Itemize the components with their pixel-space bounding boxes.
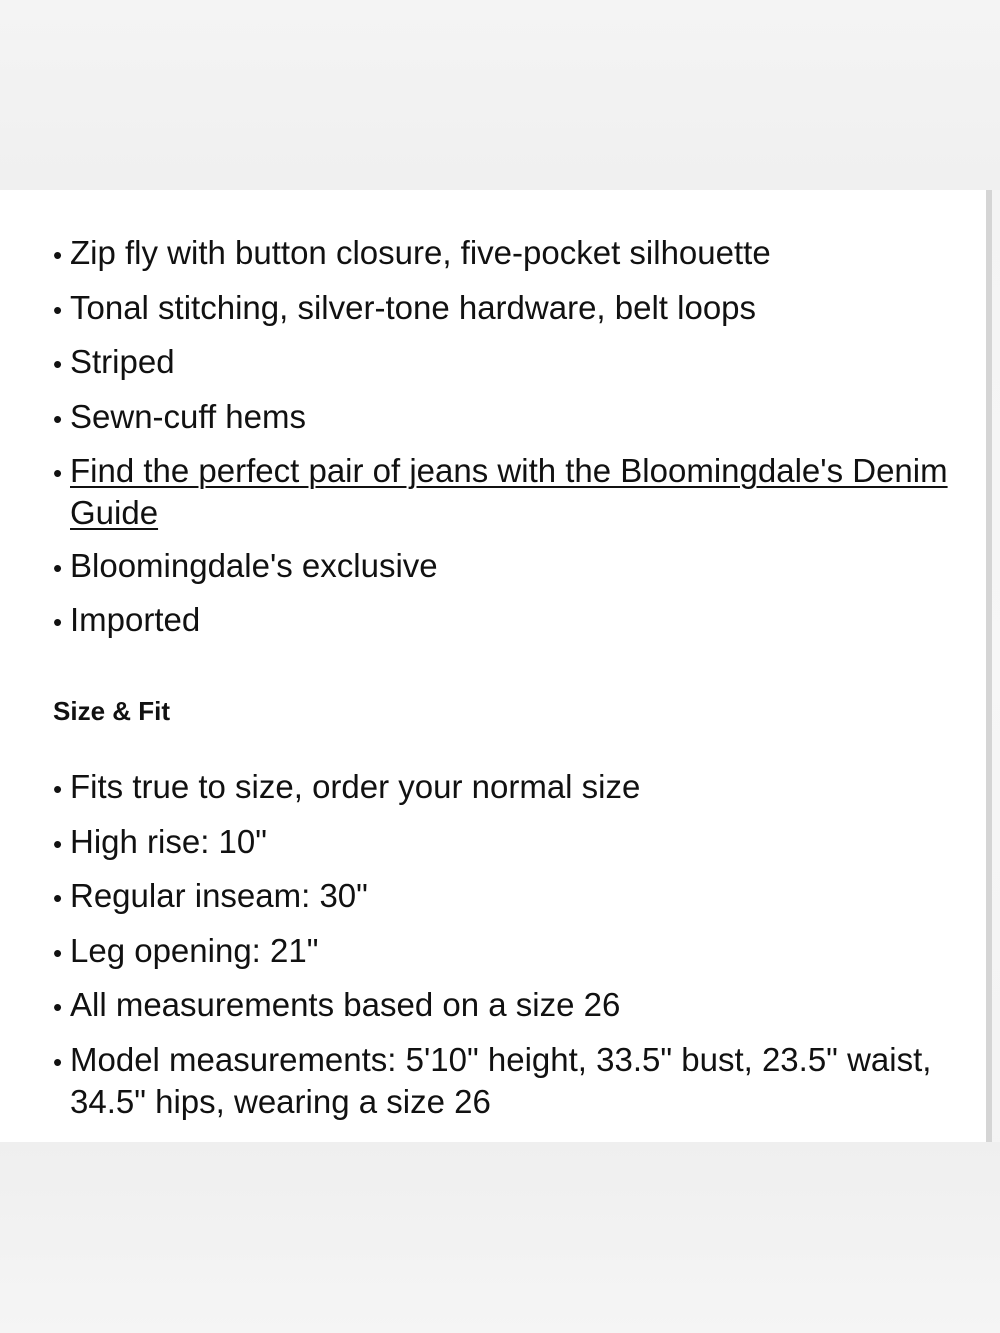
top-backdrop xyxy=(0,0,1000,190)
list-item xyxy=(53,397,958,439)
bullet-icon: • xyxy=(53,349,63,379)
list-item xyxy=(53,342,958,384)
list-item xyxy=(53,233,958,275)
fit-text: All measurements based on a size 26 xyxy=(70,986,621,1023)
bullet-icon: • xyxy=(53,774,63,804)
list-item xyxy=(53,767,958,809)
bottom-backdrop xyxy=(0,1142,1000,1333)
fit-text: Model measurements: 5'10" height, 33.5" bust, 23.5" waist, 34.5" hips, wearing a size 26 xyxy=(70,1040,932,1120)
bullet-icon: • xyxy=(53,992,63,1022)
list-item xyxy=(53,1040,958,1122)
bullet-icon: • xyxy=(53,458,63,488)
bullet-icon: • xyxy=(53,883,63,913)
bullet-icon: • xyxy=(53,1046,63,1077)
feature-text: Imported xyxy=(70,601,201,638)
feature-list xyxy=(53,233,958,655)
bullet-icon: • xyxy=(53,403,63,434)
bullet-icon: • xyxy=(53,240,63,270)
feature-text: Tonal stitching, silver-tone hardware, belt loops xyxy=(70,288,757,326)
fit-text: Fits true to size, order your normal size xyxy=(70,768,641,805)
bullet-icon: • xyxy=(53,828,63,859)
product-details-panel xyxy=(0,190,986,1142)
fit-text: High rise: 10" xyxy=(70,822,267,860)
size-fit-list xyxy=(53,767,958,1134)
bullet-icon: • xyxy=(53,607,63,637)
denim-guide-link[interactable]: Find the perfect pair of jeans with the Bloomingdale's Denim Guide xyxy=(70,452,948,531)
fit-text: Leg opening: 21" xyxy=(70,931,319,969)
list-item xyxy=(53,985,958,1027)
feature-text: Striped xyxy=(70,343,175,380)
list-item xyxy=(53,546,958,588)
scrollbar[interactable] xyxy=(986,190,992,1142)
list-item xyxy=(53,876,958,918)
feature-text: Sewn-cuff hems xyxy=(70,397,306,435)
list-item xyxy=(53,451,958,533)
list-item xyxy=(53,931,958,973)
bullet-icon: • xyxy=(53,552,63,583)
feature-text: Zip fly with button closure, five-pocket silhouette xyxy=(70,234,771,271)
list-item xyxy=(53,600,958,642)
list-item xyxy=(53,288,958,330)
bullet-icon: • xyxy=(53,937,63,968)
feature-text: Bloomingdale's exclusive xyxy=(70,546,438,584)
fit-text: Regular inseam: 30" xyxy=(70,877,368,914)
bullet-icon: • xyxy=(53,294,63,325)
list-item xyxy=(53,822,958,864)
size-fit-heading: Size & Fit xyxy=(53,696,171,726)
